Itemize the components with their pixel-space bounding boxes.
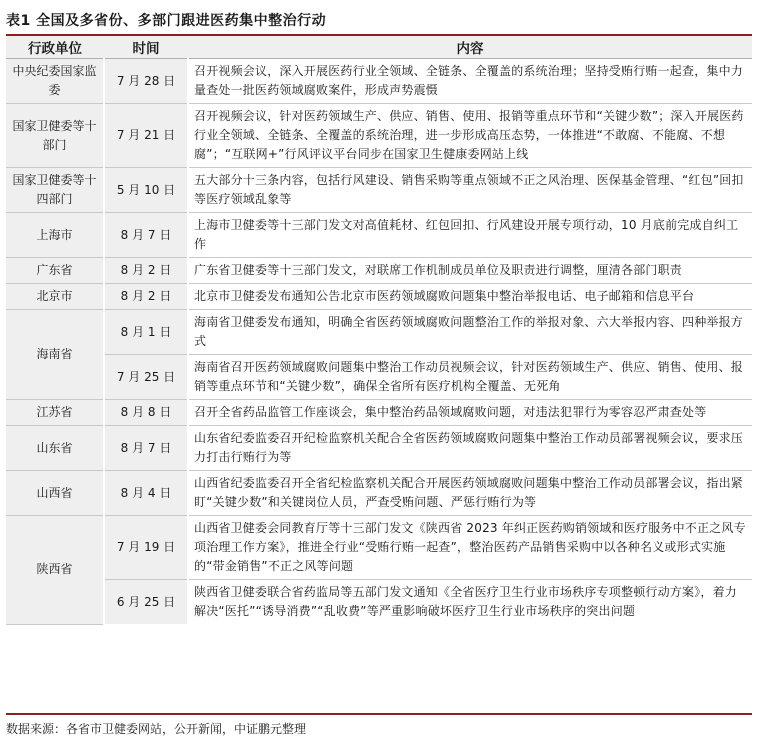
content-cell: 海南省卫健委发布通知，明确全省医药领域腐败问题整治工作的举报对象、六大举报内容、四种举报方式 xyxy=(188,310,752,355)
unit-cell: 广东省 xyxy=(6,258,104,284)
date-cell: 6 月 25 日 xyxy=(104,580,188,625)
unit-cell: 江苏省 xyxy=(6,400,104,426)
unit-cell: 上海市 xyxy=(6,213,104,258)
unit-cell: 陕西省 xyxy=(6,516,104,625)
content-cell: 海南省召开医药领域腐败问题集中整治工作动员视频会议，针对医药领域生产、供应、销售、使用、报销等重点环节和“关键少数”，确保全省所有医疗机构全覆盖、无死角 xyxy=(188,355,752,400)
table-row xyxy=(6,471,752,516)
header-row xyxy=(6,36,752,59)
bottom-rule xyxy=(6,713,752,715)
table-row xyxy=(6,258,752,284)
table-row xyxy=(6,284,752,310)
content-cell: 山东省纪委监委召开纪检监察机关配合全省医药领域腐败问题集中整治工作动员部署视频会议，要求压力打击行贿行为等 xyxy=(188,426,752,471)
content-cell: 召开全省药品监管工作座谈会，集中整治药品领域腐败问题，对违法犯罪行为零容忍严肃查处等 xyxy=(188,400,752,426)
unit-cell: 海南省 xyxy=(6,310,104,400)
date-cell: 7 月 19 日 xyxy=(104,516,188,580)
table-row xyxy=(6,516,752,580)
date-cell: 8 月 7 日 xyxy=(104,426,188,471)
content-cell: 北京市卫健委发布通知公告北京市医药领域腐败问题集中整治举报电话、电子邮箱和信息平台 xyxy=(188,284,752,310)
table-row xyxy=(6,400,752,426)
date-cell: 8 月 7 日 xyxy=(104,213,188,258)
unit-cell: 国家卫健委等十四部门 xyxy=(6,168,104,213)
date-cell: 7 月 21 日 xyxy=(104,104,188,168)
table-row xyxy=(6,59,752,104)
date-cell: 8 月 1 日 xyxy=(104,310,188,355)
content-cell: 陕西省卫健委联合省药监局等五部门发文通知《全省医疗卫生行业市场秩序专项整顿行动方案》，着力解决“医托”“诱导消费”“乱收费”等严重影响破坏医疗卫生行业市场秩序的突出问题 xyxy=(194,585,738,618)
unit-cell: 北京市 xyxy=(6,284,104,310)
header-content: 内容 xyxy=(188,36,752,59)
content-cell: 召开视频会议，针对医药领域生产、供应、销售、使用、报销等重点环节和“关键少数”；深入开展医药行业全领域、全链条、全覆盖的系统治理，进一步形成高压态势，一体推进“不敢腐、不能腐、不想腐”；“互联网+”行风评议平台同步在国家卫生健康委网站上线 xyxy=(188,104,752,168)
table-row xyxy=(6,104,752,168)
unit-cell: 国家卫健委等十部门 xyxy=(6,104,104,168)
content-cell: 广东省卫健委等十三部门发文，对联席工作机制成员单位及职责进行调整，厘清各部门职责 xyxy=(188,258,752,284)
header-unit: 行政单位 xyxy=(6,36,104,59)
content-cell: 山西省卫健委会同教育厅等十三部门发文《陕西省 2023 年纠正医药购销领域和医疗服务中不正之风专项治理工作方案》，推进全行业“受贿行贿一起查”，整治医药产品销售采购中以各种名义或形式实施的“带金销售”不正之风等问题 xyxy=(188,516,752,580)
content-cell: 上海市卫健委等十三部门发文对高值耗材、红包回扣、行风建设开展专项行动，10 月底前完成自纠工作 xyxy=(188,213,752,258)
unit-cell: 山东省 xyxy=(6,426,104,471)
date-cell: 8 月 4 日 xyxy=(104,471,188,516)
table-title: 表1 全国及多省份、多部门跟进医药集中整治行动 xyxy=(6,13,327,29)
date-cell: 5 月 10 日 xyxy=(104,168,188,213)
content-cell: 召开视频会议，深入开展医药行业全领域、全链条、全覆盖的系统治理；坚持受贿行贿一起查，集中力量查处一批医药领域腐败案件，形成声势震慑 xyxy=(188,59,752,104)
data-source-note: 数据来源：各省市卫健委网站，公开新闻，中证鹏元整理 xyxy=(6,722,307,736)
unit-cell: 中央纪委国家监委 xyxy=(6,59,104,104)
date-cell: 7 月 28 日 xyxy=(104,59,188,104)
date-cell: 7 月 25 日 xyxy=(104,355,188,400)
content-cell: 山西省纪委监委召开全省纪检监察机关配合开展医药领域腐败问题集中整治工作动员部署会议，指出紧盯“关键少数”和关键岗位人员，严查受贿问题、严惩行贿行为等 xyxy=(188,471,752,516)
date-cell: 8 月 2 日 xyxy=(104,258,188,284)
table-row xyxy=(6,310,752,355)
unit-cell: 山西省 xyxy=(6,471,104,516)
header-date: 时间 xyxy=(104,36,188,59)
table-row xyxy=(6,355,752,400)
table-row xyxy=(6,426,752,471)
table-row xyxy=(6,580,752,625)
table-row xyxy=(6,168,752,213)
table-row xyxy=(6,213,752,258)
policy-table xyxy=(6,36,752,625)
date-cell: 8 月 2 日 xyxy=(104,284,188,310)
content-cell: 五大部分十三条内容，包括行风建设、销售采购等重点领域不正之风治理、医保基金管理、“红包”回扣等医疗领域乱象等 xyxy=(188,168,752,213)
date-cell: 8 月 8 日 xyxy=(104,400,188,426)
